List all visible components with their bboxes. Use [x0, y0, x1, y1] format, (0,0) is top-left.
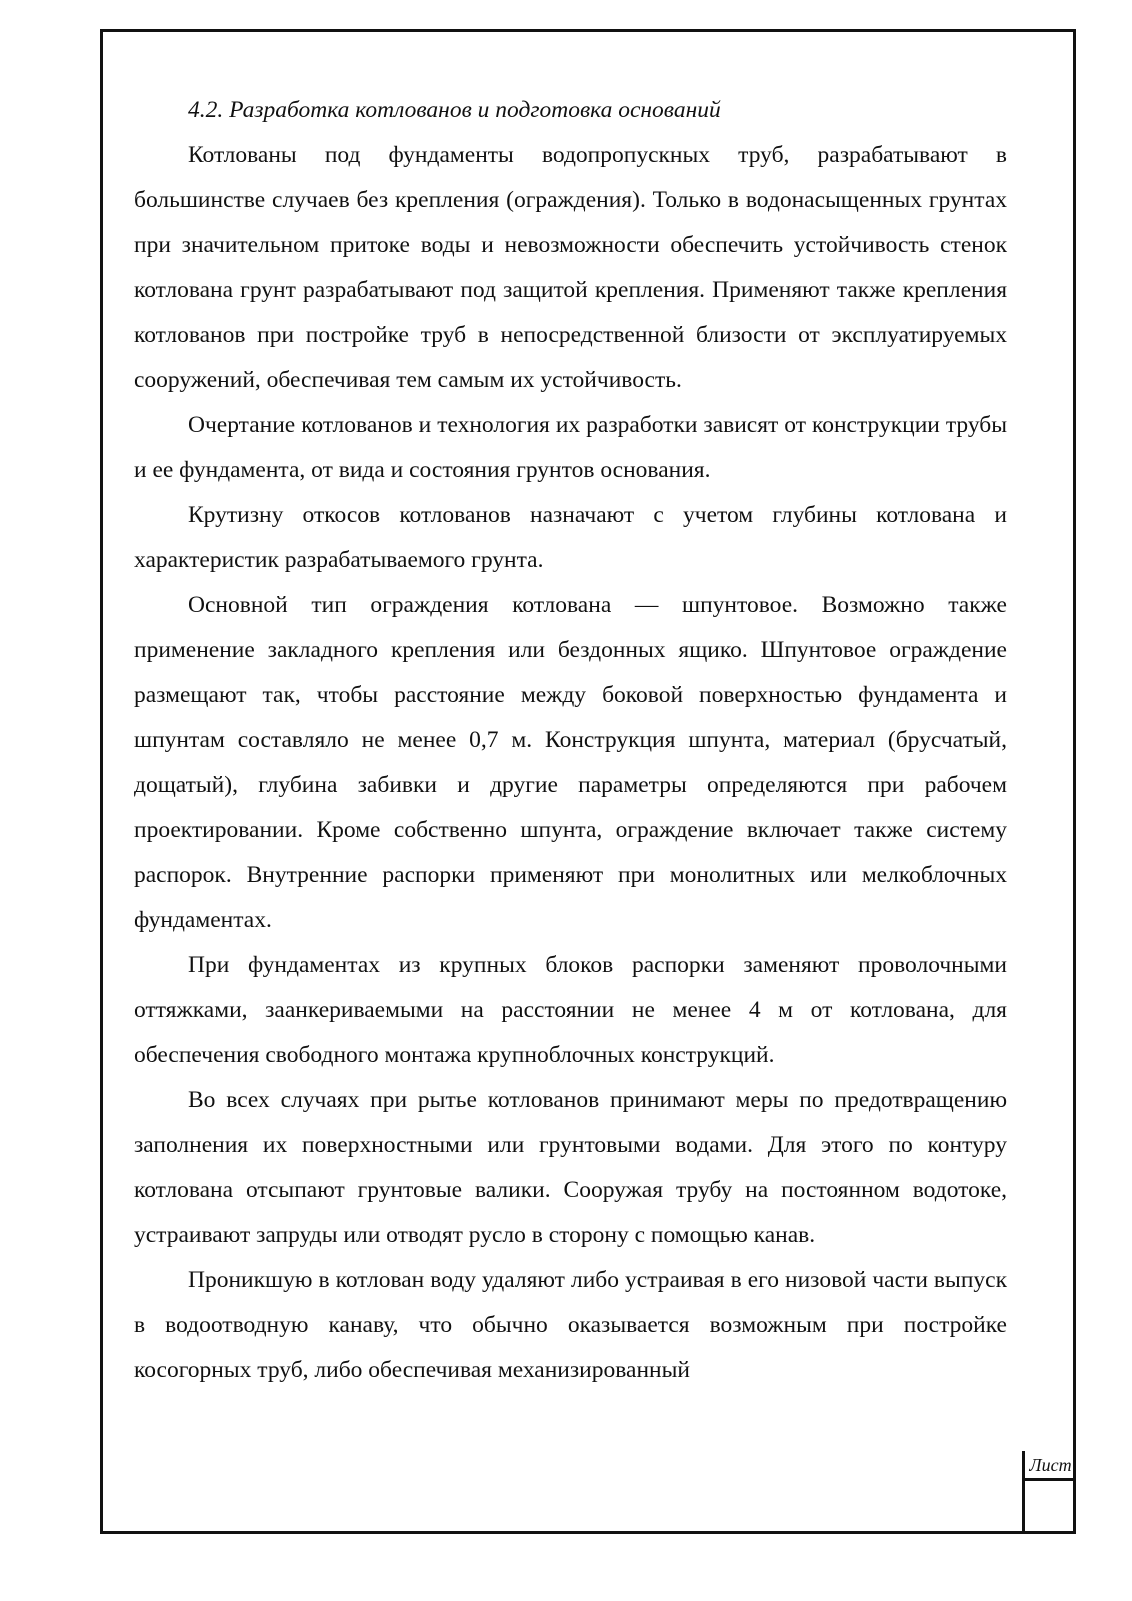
paragraph: При фундаментах из крупных блоков распорки заменяют проволочными оттяжками, заанкериваемыми на расстоянии не менее 4 м от котлована, для обеспечения свободного монтажа крупноблочных конструкций.: [134, 952, 1007, 1068]
sheet-number-box: [1022, 1451, 1076, 1534]
sheet-label: Лист: [1025, 1451, 1076, 1481]
document-body: [134, 88, 1007, 1393]
paragraph: Во всех случаях при рытье котлованов принимают меры по предотвращению заполнения их поверхностными или грунтовыми водами. Для этого по контуру котлована отсыпают грунтовые валики. Сооружая трубу на постоянном водотоке, устраивают запруды или отводят русло в сторону с помощью канав.: [134, 1087, 1007, 1248]
paragraph: Основной тип ограждения котлована — шпунтовое. Возможно также применение закладного крепления или бездонных ящико. Шпунтовое ограждение размещают так, чтобы расстояние между боковой поверхностью фундамента и шпунтам составляло не менее 0,7 м. Конструкция шпунта, материал (брусчатый, дощатый), глубина забивки и другие параметры определяются при рабочем проектировании. Кроме собственно шпунта, ограждение включает также систему распорок. Внутренние распорки применяют при монолитных или мелкоблочных фундаментах.: [134, 592, 1007, 933]
section-heading: 4.2. Разработка котлованов и подготовка оснований: [188, 97, 721, 123]
paragraph: Очертание котлованов и технология их разработки зависят от конструкции трубы и ее фундамента, от вида и состояния грунтов основания.: [134, 412, 1007, 483]
paragraph: Крутизну откосов котлованов назначают с учетом глубины котлована и характеристик разрабатываемого грунта.: [134, 502, 1007, 573]
paragraph: Проникшую в котлован воду удаляют либо устраивая в его низовой части выпуск в водоотводную канаву, что обычно оказывается возможным при постройке косогорных труб, либо обеспечивая механизированный: [134, 1267, 1007, 1383]
paragraph: Котлованы под фундаменты водопропускных труб, разрабатывают в большинстве случаев без крепления (ограждения). Только в водонасыщенных грунтах при значительном притоке воды и невозможности обеспечить устойчивость стенок котлована грунт разрабатывают под защитой крепления. Применяют также крепления котлованов при постройке труб в непосредственной близости от эксплуатируемых сооружений, обеспечивая тем самым их устойчивость.: [134, 142, 1007, 393]
